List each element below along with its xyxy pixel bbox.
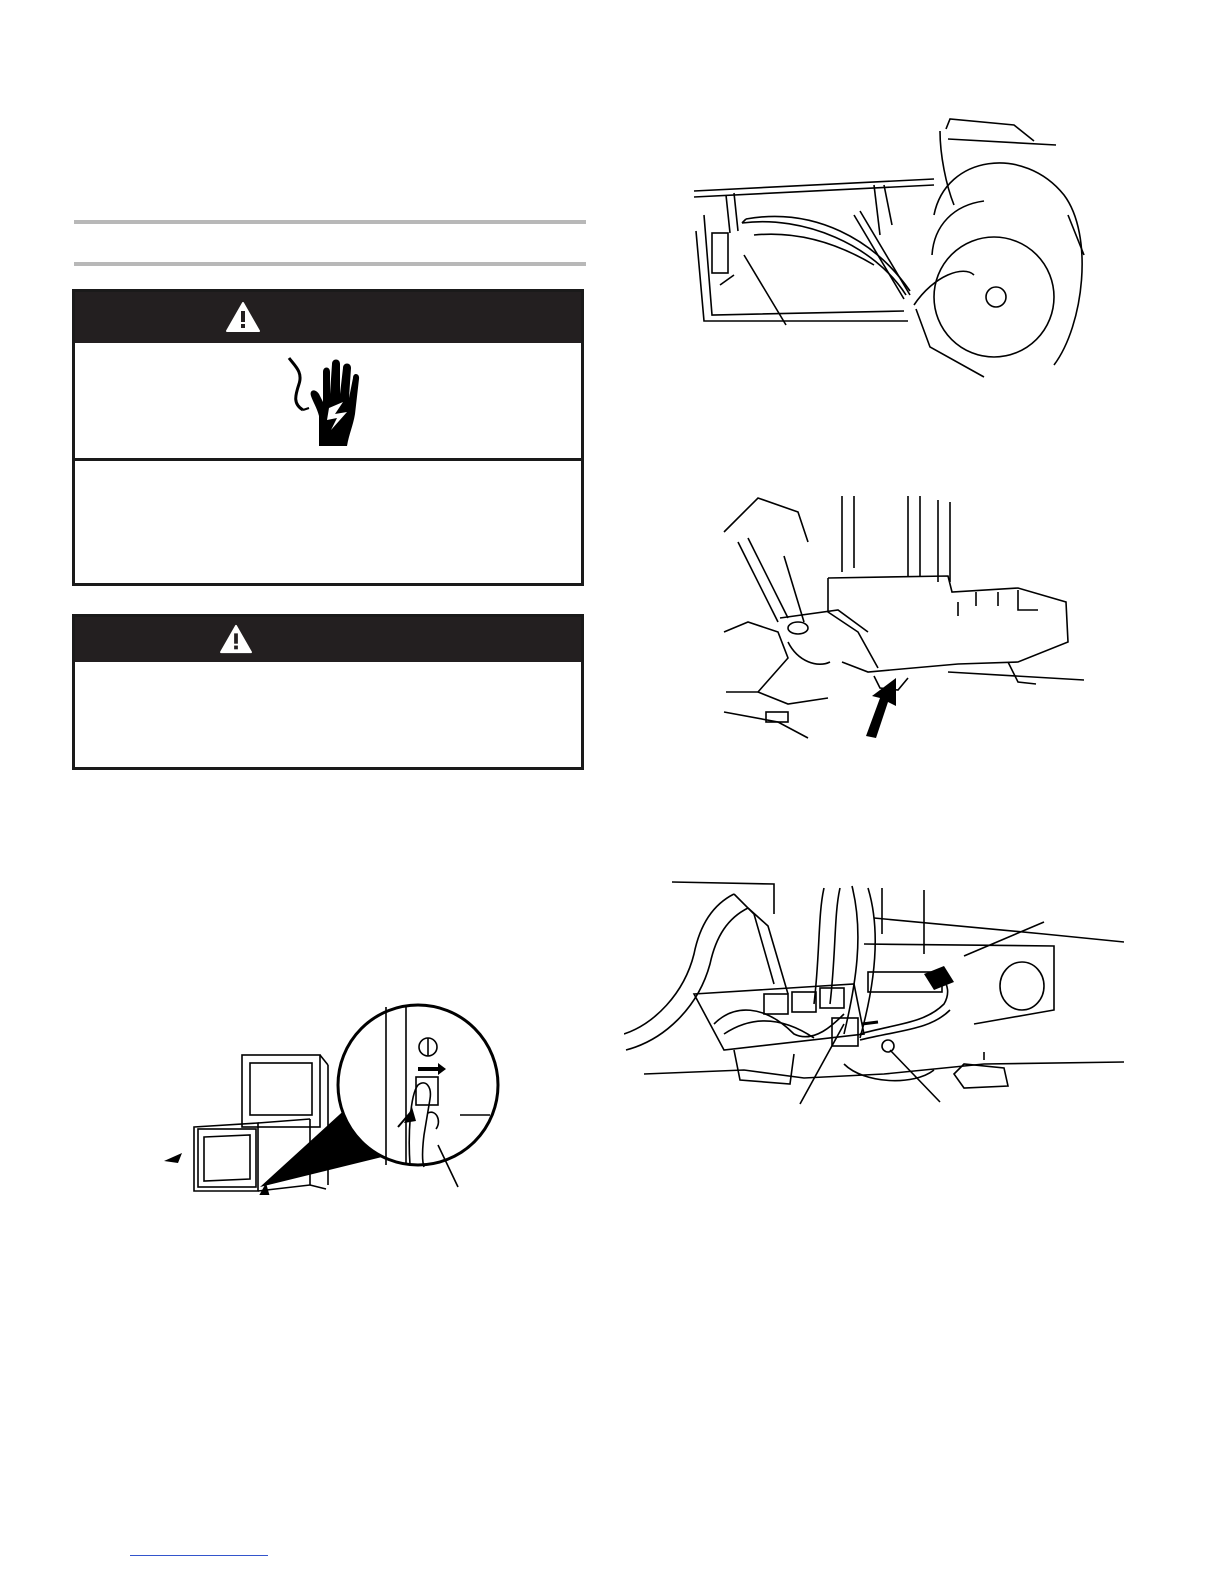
section-rule-top — [74, 220, 586, 224]
footer-link-underline[interactable] — [130, 1555, 268, 1556]
warning-box-general — [72, 614, 584, 770]
warning-header — [75, 617, 581, 662]
warning-triangle-icon — [219, 624, 253, 654]
ice-maker-tab-arrow-illustration — [718, 492, 1084, 742]
warning-divider — [75, 458, 581, 461]
warning-box-shock — [72, 289, 584, 586]
drawer-release-illustration — [160, 995, 500, 1195]
section-rule-bottom — [74, 262, 586, 266]
warning-header — [75, 292, 581, 343]
shock-symbol-cell — [75, 343, 581, 458]
warning-triangle-icon — [225, 301, 261, 333]
electrical-shock-hand-icon — [285, 356, 361, 450]
wiring-harness-illustration — [624, 874, 1124, 1106]
ice-maker-assembly-illustration — [684, 115, 1094, 385]
